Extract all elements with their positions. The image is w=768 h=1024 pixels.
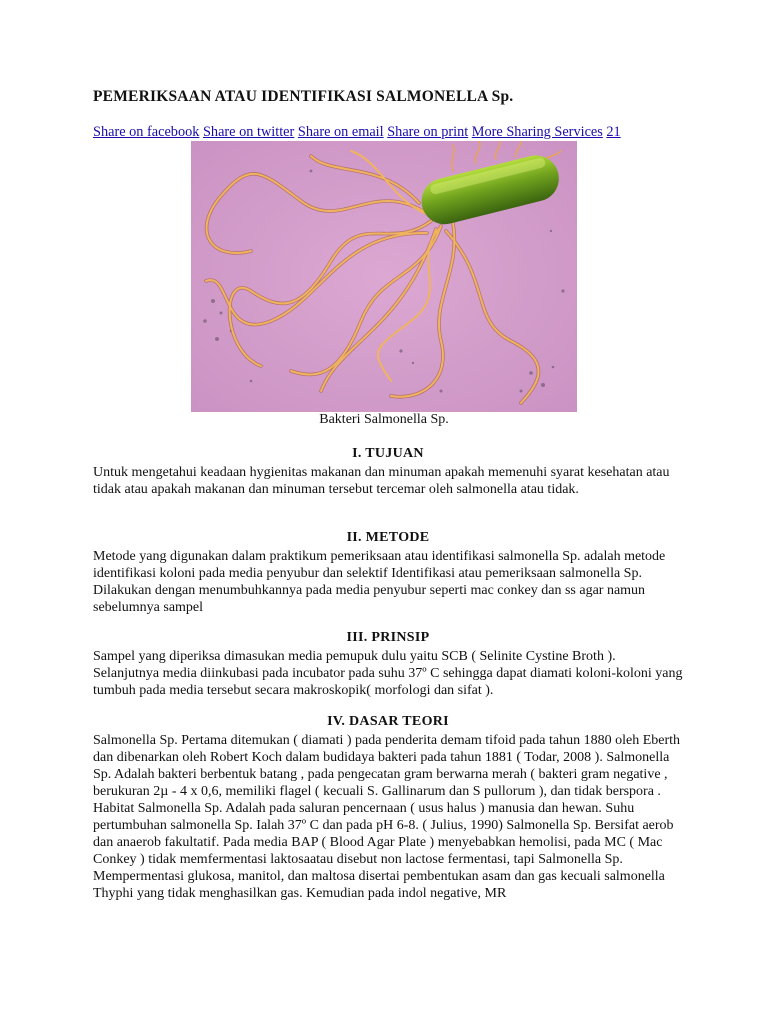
figure-caption: Bakteri Salmonella Sp. [319,412,449,427]
section-body: Salmonella Sp. Pertama ditemukan ( diamati ) pada penderita demam tifoid pada tahun 1880 oleh Eberth dan dibenarkan oleh Robert Koch dalam budidaya bakteri pada tahun 1881 ( Todar, 2008 ). Salmonella Sp. Adalah bakteri berbentuk batang , pada pengecatan gram berwarna merah ( bakteri gram negative , berukuran 2µ - 4 x 0,6, memiliki flagel ( kecuali S. Gallinarum dan S pullorum ), dan tidak berspora . Habitat Salmonella Sp. Adalah pada saluran pencernaan ( usus halus ) manusia dan hewan. Suhu pertumbuhan salmonella Sp. Ialah 37º C dan pada pH 6-8. ( Julius, 1990) Salmonella Sp. Bersifat aerob dan anaerob fakultatif. Pada media BAP ( Blood Agar Plate ) menyebabkan hemolisi, pada MC ( Mac Conkey ) tidak memfermentasi laktosaatau disebut non lactose fermentasi, tapi Salmonella Sp. Mempermentasi glukosa, manitol, dan maltosa disertai pembentukan asam dan gas kecuali salmonella Thyphi yang tidak menghasilkan gas. Kemudian pada indol negative, MR [93,733,681,901]
section-body: Untuk mengetahui keadaan hygienitas makanan dan minuman apakah memenuhi syarat kesehatan atau tidak atau apakah makanan dan minuman tersebut tercemar oleh salmonella atau tidak. [93,465,670,497]
section-dasar-teori [93,714,683,902]
section-tujuan [93,446,683,498]
section-heading: II. METODE [346,530,430,545]
share-email-link[interactable]: Share on email [297,124,384,140]
share-print-link[interactable]: Share on print [387,124,469,140]
section-body: Metode yang digunakan dalam praktikum pemeriksaan atau identifikasi salmonella Sp. adalah metode identifikasi koloni pada media penyubur dan selektif Identifikasi atau pemeriksaan salmonella Sp. Dilakukan dengan menumbuhkannya pada media penyubur seperti mac conkey dan ss agar namun sebelumnya sampel [93,549,666,615]
share-twitter-link[interactable]: Share on twitter [202,124,295,140]
section-metode [93,530,683,616]
page-title: PEMERIKSAAN ATAU IDENTIFIKASI SALMONELLA Sp. [93,88,514,105]
share-count-link[interactable]: 21 [606,124,621,140]
share-bar [93,124,621,141]
salmonella-illustration [191,141,577,412]
share-facebook-link[interactable]: Share on facebook [93,124,200,140]
section-heading: IV. DASAR TEORI [327,714,449,729]
section-heading: I. TUJUAN [352,446,424,461]
section-body: Sampel yang diperiksa dimasukan media pemupuk dulu yaitu SCB ( Selinite Cystine Broth ). Selanjutnya media diinkubasi pada incubator pada suhu 37º C sehingga dapat diamati koloni-koloni yang tumbuh pada media tersebut secara makroskopik( morfologi dan sifat ). [93,649,683,698]
section-heading: III. PRINSIP [346,630,430,645]
section-prinsip [93,630,683,699]
more-sharing-services-link[interactable]: More Sharing Services [471,124,603,140]
